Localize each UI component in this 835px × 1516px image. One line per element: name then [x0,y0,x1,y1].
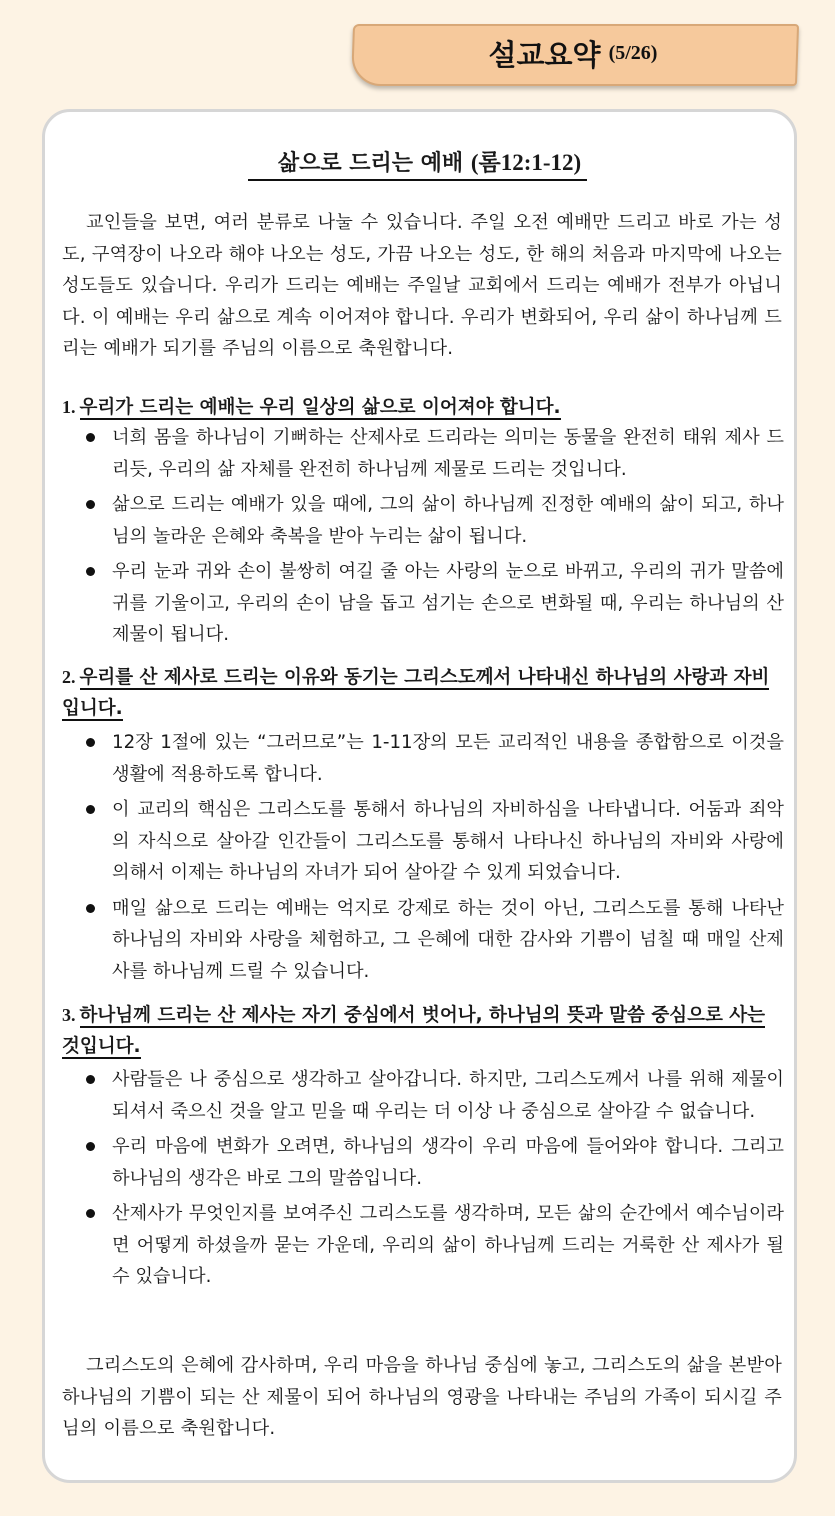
list-item: 이 교리의 핵심은 그리스도를 통해서 하나님의 자비하심을 나타냅니다. 어둠과 죄악의 자식으로 살아갈 인간들이 그리스도를 통해서 나타나신 하나님의 자비와 사랑에 의해서 이제는 하나님의 자녀가 되어 살아갈 수 있게 되었습니다. [84,794,784,889]
list-item: 사람들은 나 중심으로 생각하고 살아갑니다. 하지만, 그리스도께서 나를 위해 제물이 되셔서 죽으신 것을 알고 믿을 때 우리는 더 이상 나 중심으로 살아갈 수 없습니다. [84,1064,784,1127]
list-item: 너희 몸을 하나님이 기뻐하는 산제사로 드리라는 의미는 동물을 완전히 태워 제사 드리듯, 우리의 삶 자체를 완전히 하나님께 제물로 드리는 것입니다. [84,422,784,485]
list-item: 12장 1절에 있는 “그러므로”는 1-11장의 모든 교리적인 내용을 종합함으로 이것을 생활에 적용하도록 합니다. [84,727,784,790]
section-3-heading-text: 하나님께 드리는 산 제사는 자기 중심에서 벗어나, 하나님의 뜻과 말씀 중심으로 사는 것입니다. [62,1005,765,1057]
section-3-bullets [84,1064,784,1297]
intro-paragraph [62,207,782,365]
list-item: 우리 눈과 귀와 손이 불쌍히 여길 줄 아는 사랑의 눈으로 바뀌고, 우리의 귀가 말씀에 귀를 기울이고, 우리의 손이 남을 돕고 섬기는 손으로 변화될 때, 우리는 하나님의 산 제물이 됩니다. [84,556,784,651]
sermon-title [0,144,835,177]
section-1-number: 1. [62,397,76,417]
header-date: (5/26) [608,41,658,64]
section-2-bullets [84,727,784,991]
header-title [352,24,794,82]
closing-paragraph [62,1350,782,1445]
section-3-heading [62,1000,782,1062]
intro-text: 교인들을 보면, 여러 분류로 나눌 수 있습니다. 주일 오전 예배만 드리고 바로 가는 성도, 구역장이 나오라 해야 나오는 성도, 가끔 나오는 성도, 한 해의 처음과 마지막에 나오는 성도들도 있습니다. 우리가 드리는 예배는 주일날 교회에서 드리는 예배가 전부가 아닙니다. 이 예배는 우리 삶으로 계속 이어져야 합니다. 우리가 변화되어, 우리 삶이 하나님께 드리는 예배가 되기를 주님의 이름으로 축원합니다. [62,212,782,359]
closing-text: 그리스도의 은혜에 감사하며, 우리 마음을 하나님 중심에 놓고, 그리스도의 삶을 본받아 하나님의 기쁨이 되는 산 제물이 되어 하나님의 영광을 나타내는 주님의 가족이 되시길 주님의 이름으로 축원합니다. [62,1355,782,1439]
sermon-title-ref: (롬12:1-12) [470,150,582,175]
section-1-heading-text: 우리가 드리는 예배는 우리 일상의 삶으로 이어져야 합니다. [79,397,561,418]
sermon-title-text: 삶으로 드리는 예배 [277,151,464,176]
section-1-bullets [84,422,784,655]
list-item: 삶으로 드리는 예배가 있을 때에, 그의 삶이 하나님께 진정한 예배의 삶이 되고, 하나님의 놀라운 은혜와 축복을 받아 누리는 삶이 됩니다. [84,489,784,552]
section-2-heading-text: 우리를 산 제사로 드리는 이유와 동기는 그리스도께서 나타내신 하나님의 사랑과 자비 입니다. [62,667,770,719]
section-3-number: 3. [62,1005,76,1025]
list-item: 매일 삶으로 드리는 예배는 억지로 강제로 하는 것이 아닌, 그리스도를 통해 나타난 하나님의 자비와 사랑을 체험하고, 그 은혜에 대한 감사와 기쁨이 넘칠 때 매일 산제사를 하나님께 드릴 수 있습니다. [84,893,784,988]
section-2-number: 2. [62,667,76,687]
list-item: 우리 마음에 변화가 오려면, 하나님의 생각이 우리 마음에 들어와야 합니다. 그리고 하나님의 생각은 바로 그의 말씀입니다. [84,1131,784,1194]
section-2-heading [62,662,782,724]
list-item: 산제사가 무엇인지를 보여주신 그리스도를 생각하며, 모든 삶의 순간에서 예수님이라면 어떻게 하셨을까 묻는 가운데, 우리의 삶이 하나님께 드리는 거룩한 산 제사가 될수 있습니다. [84,1198,784,1293]
section-1-heading [62,392,782,423]
header-label: 설교요약 [488,37,601,72]
